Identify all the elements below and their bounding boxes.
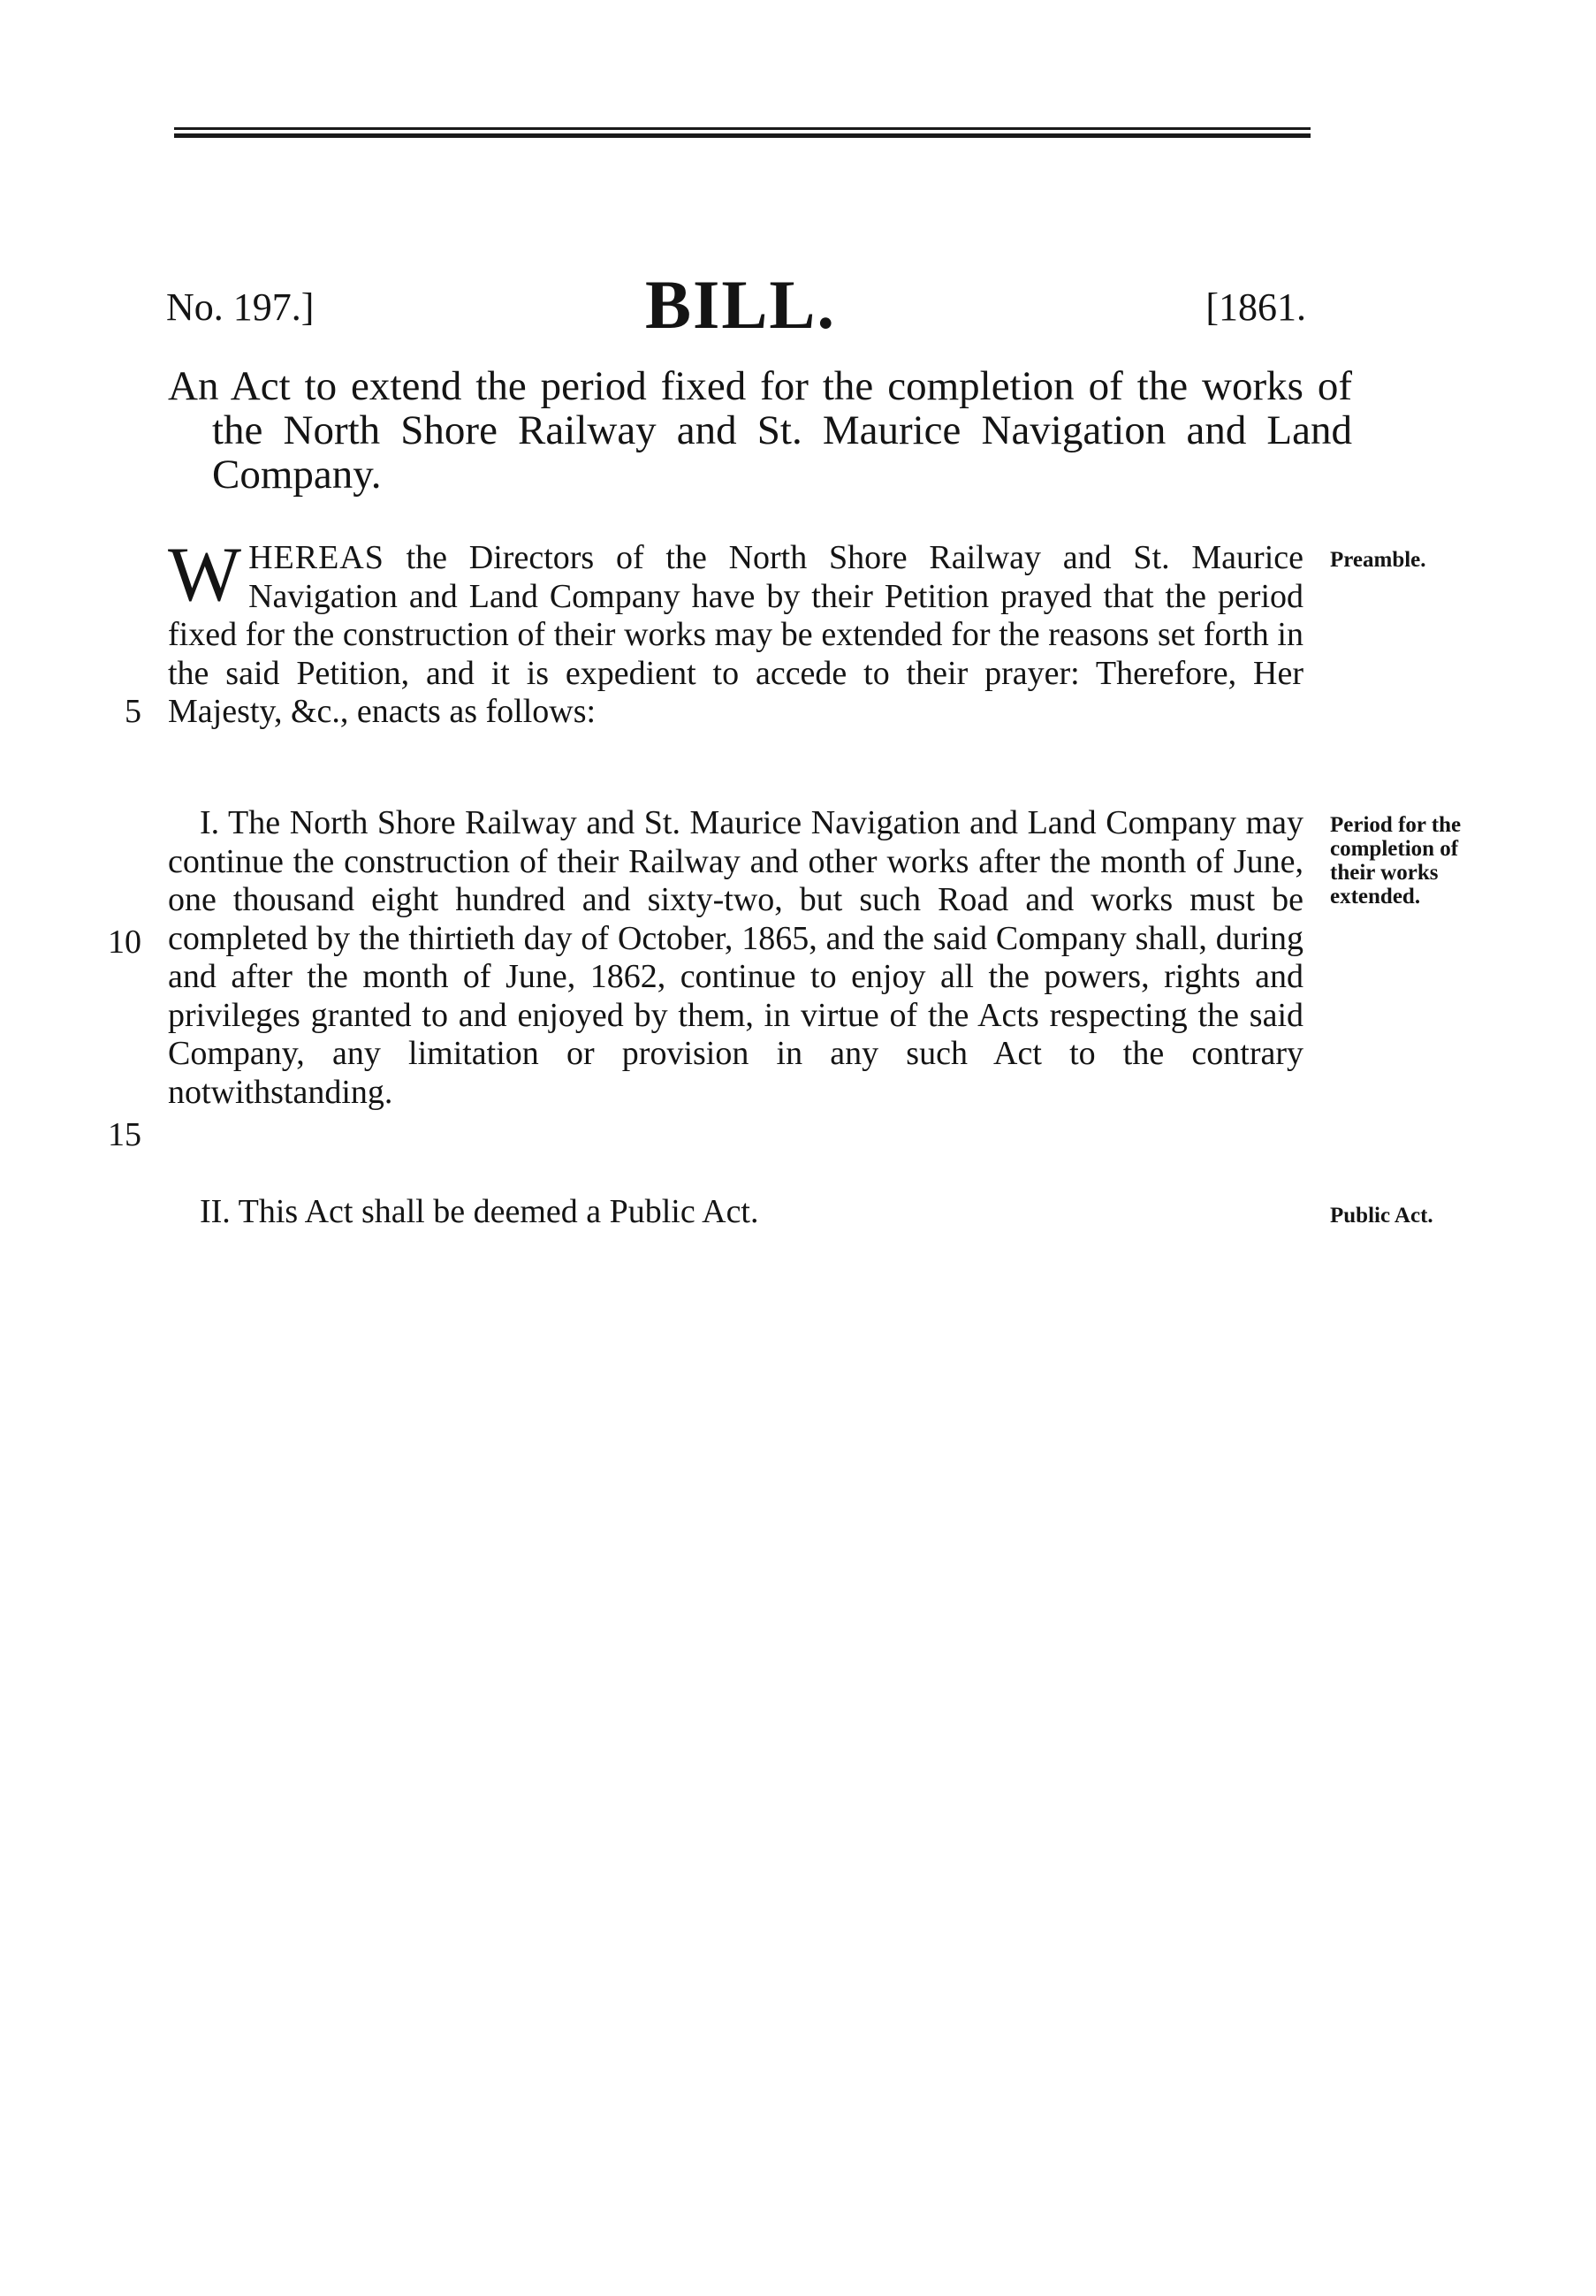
margin-note-public-act: Public Act.: [1330, 1204, 1433, 1228]
preamble-text: the Directors of the North Shore Railway and St. Maurice Navigation and Land Company have by their Petition prayed that the period fixed for the construction of their works may be extended for the reasons set forth in the said Petition, and it is expedient to accede to their prayer: Therefore, Her Majesty, &c., enacts as follows:: [168, 539, 1303, 730]
bill-header: [166, 265, 1315, 343]
section-two: II. This Act shall be deemed a Public Act.: [200, 1193, 759, 1230]
top-double-rule: [174, 127, 1311, 138]
act-title: An Act to extend the period fixed for the completion of the works of the North Shore Railway and St. Maurice Navigation and Land Company.: [168, 363, 1352, 498]
bill-title: BILL.: [645, 266, 836, 343]
bill-number: No. 197.]: [166, 285, 315, 329]
line-number: 15: [108, 1116, 141, 1153]
preamble-paragraph: [168, 532, 1303, 732]
section-one: I. The North Shore Railway and St. Maurice Navigation and Land Company may continue the construction of their Railway and other works after the month of June, one thousand eight hundred and sixty-two, but such Road and works must be completed by the thirtieth day of October, 1865, and the said Company shall, during and after the month of June, 1862, continue to enjoy all the powers, rights and privileges granted to and enjoyed by them, in virtue of the Acts respecting the said Company, any limitation or provision in any such Act to the contrary notwithstanding.: [168, 804, 1303, 1111]
line-number: 5: [125, 693, 141, 730]
bill-year: [1861.: [1205, 285, 1306, 329]
drop-cap: W: [168, 532, 242, 618]
rule-line-thin: [174, 127, 1311, 130]
line-number: 10: [108, 924, 141, 961]
margin-note-preamble: Preamble.: [1330, 548, 1426, 572]
margin-note-period: Period for the completion of their works extended.: [1330, 813, 1462, 909]
rule-line-thick: [174, 133, 1311, 138]
preamble-lead-word: HEREAS: [248, 539, 384, 576]
